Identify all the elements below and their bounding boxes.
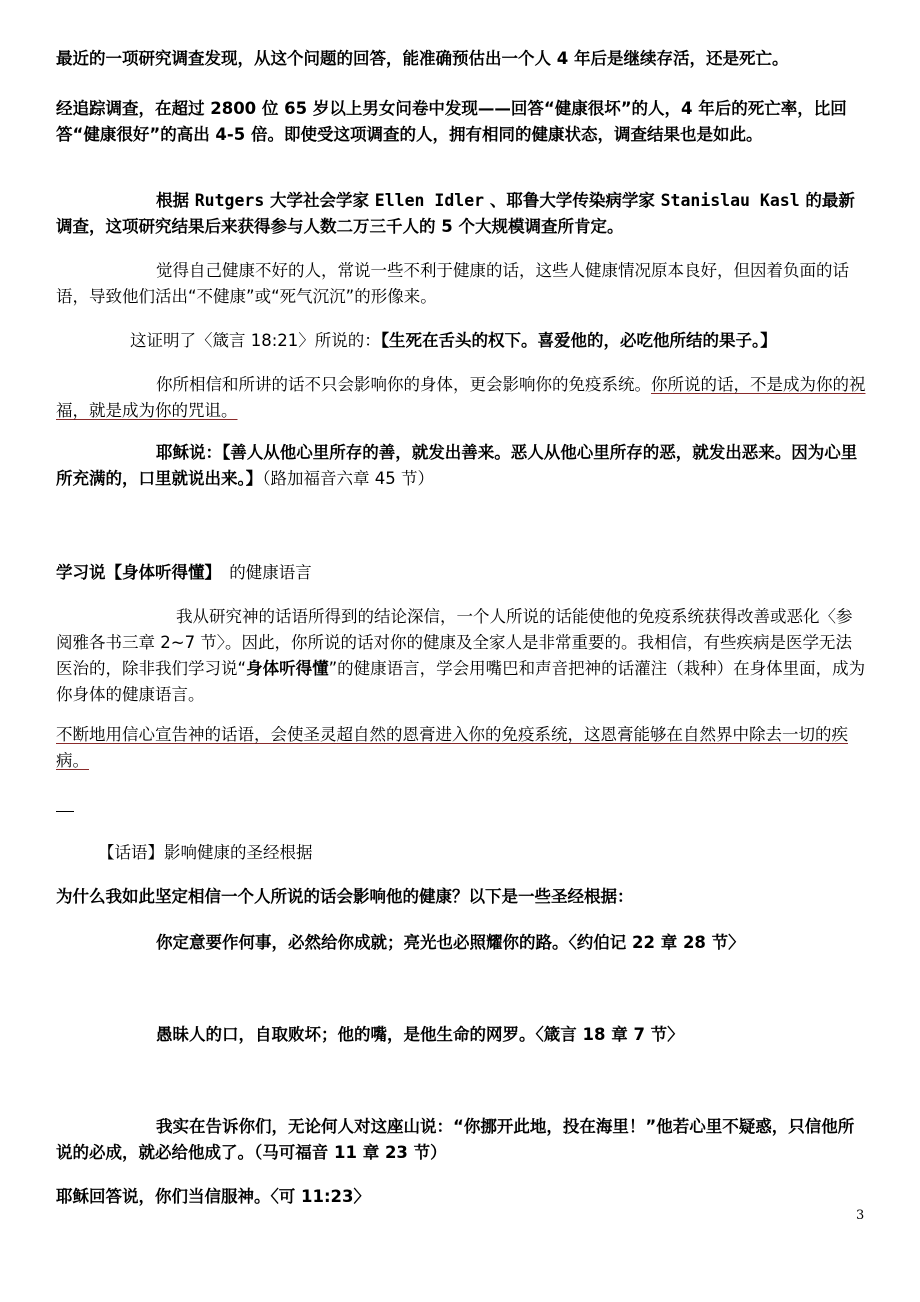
paragraph-research-source	[56, 188, 866, 240]
text-run-bold: 身体听得懂	[246, 659, 329, 678]
paragraph-text-underlined: 不断地用信心宣告神的话语，会使圣灵超自然的恩膏进入你的免疫系统，这恩膏能够在自然界中除去一切的疾病。	[56, 725, 848, 770]
verse-mark	[56, 1114, 866, 1166]
paragraph-negative-words	[56, 258, 866, 310]
paragraph-immune-system	[56, 372, 866, 424]
verse-text: 我实在告诉你们，无论何人对这座山说：“你挪开此地，投在海里！”他若心里不疑惑，只信他所说的必成，就必给他成了。（马可福音 11 章 23 节）	[56, 1117, 855, 1162]
verse-text: 耶稣回答说，你们当信服神。〈可 11:23〉	[56, 1187, 371, 1206]
heading-text: 学习说【身体听得懂】	[56, 563, 213, 582]
verse-text: 你定意要作何事，必然给你成就；亮光也必照耀你的路。〈约伯记 22 章 28 节〉	[156, 933, 745, 952]
verse-mark-short	[56, 1184, 866, 1210]
text-run: 你所相信和所讲的话不只会影响你的身体，更会影响你的免疫系统。	[156, 375, 651, 394]
heading-text: 【话语】影响健康的圣经根据	[98, 843, 313, 862]
paragraph-conclusion	[56, 604, 866, 708]
text-run: ”的健康语言，学会用嘴巴和声音把神的话灌注（栽种）在身体里面，成为你身体的健康语言。	[56, 659, 866, 704]
text-run: 的最新调查，这项研究结果后来获得参与人数二万三千人的 5 个大规模调查所肯定。	[56, 191, 855, 236]
paragraph-text: 觉得自己健康不好的人，常说一些不利于健康的话，这些人健康情况原本良好，但因着负面的话语，导致他们活出“不健康”或“死气沉沉”的形像来。	[56, 261, 849, 306]
text-run: 、耶鲁大学传染病学家	[484, 191, 661, 210]
verse-proverbs	[56, 1022, 866, 1048]
text-run: 根据	[156, 191, 195, 210]
paragraph-text: 经追踪调查，在超过 2800 位 65 岁以上男女问卷中发现——回答“健康很坏”的人，4 年后的死亡率，比回答“健康很好”的高出 4-5 倍。即使受这项调查的人，拥有相同的健康状态，调查结果也是如此。	[56, 99, 847, 144]
paragraph-survey-intro	[56, 46, 866, 72]
paragraph-proverbs-proof	[56, 328, 866, 354]
paragraph-text: 最近的一项研究调查发现，从这个问题的回答，能准确预估出一个人 4 年后是继续存活，还是死亡。	[56, 49, 789, 68]
text-run: 这证明了〈箴言 18:21〉所说的：	[130, 331, 381, 350]
text-run-latin: Rutgers	[194, 191, 265, 210]
text-run: （路加福音六章 45 节）	[262, 469, 434, 488]
text-run-underlined: 你所说的话，不是成为你的祝福，就是成为你的咒诅。	[56, 375, 866, 420]
text-run: 我从研究神的话语所得到的结论深信，一个人所说的话能使他的免疫系统获得改善或恶化〈参阅雅各书三章 2~7 节〉。因此，你所说的话对你的健康及全家人是非常重要的。我相信，有些疾病是医学无法医治的，除非我们学习说“	[56, 607, 853, 678]
text-run: 大学社会学家	[264, 191, 375, 210]
separator-line	[56, 811, 74, 812]
text-run-latin: Ellen Idler	[374, 191, 485, 210]
page-number: 3	[856, 1208, 865, 1223]
section-heading-health-language	[56, 560, 866, 586]
section-heading-bible-basis	[56, 840, 866, 866]
text-run-bold: 【生死在舌头的权下。喜爱他的，必吃他所结的果子。】	[380, 331, 777, 350]
verse-job	[56, 930, 866, 956]
paragraph-jesus-said	[56, 440, 866, 492]
heading-text: 的健康语言	[212, 563, 312, 582]
document-page	[56, 0, 866, 1302]
text-run-latin: Stanislau Kasl	[660, 191, 800, 210]
paragraph-survey-result	[56, 96, 866, 148]
paragraph-text: 为什么我如此坚定相信一个人所说的话会影响他的健康？以下是一些圣经根据：	[56, 887, 634, 906]
paragraph-anointing	[56, 722, 866, 774]
text-run-bold: 耶稣说：【善人从他心里所存的善，就发出善来。恶人从他心里所存的恶，就发出恶来。因为心里所充满的，口里就说出来。】	[56, 443, 858, 488]
paragraph-why-question	[56, 884, 866, 910]
verse-text: 愚昧人的口，自取败坏；他的嘴，是他生命的网罗。〈箴言 18 章 7 节〉	[156, 1025, 684, 1044]
